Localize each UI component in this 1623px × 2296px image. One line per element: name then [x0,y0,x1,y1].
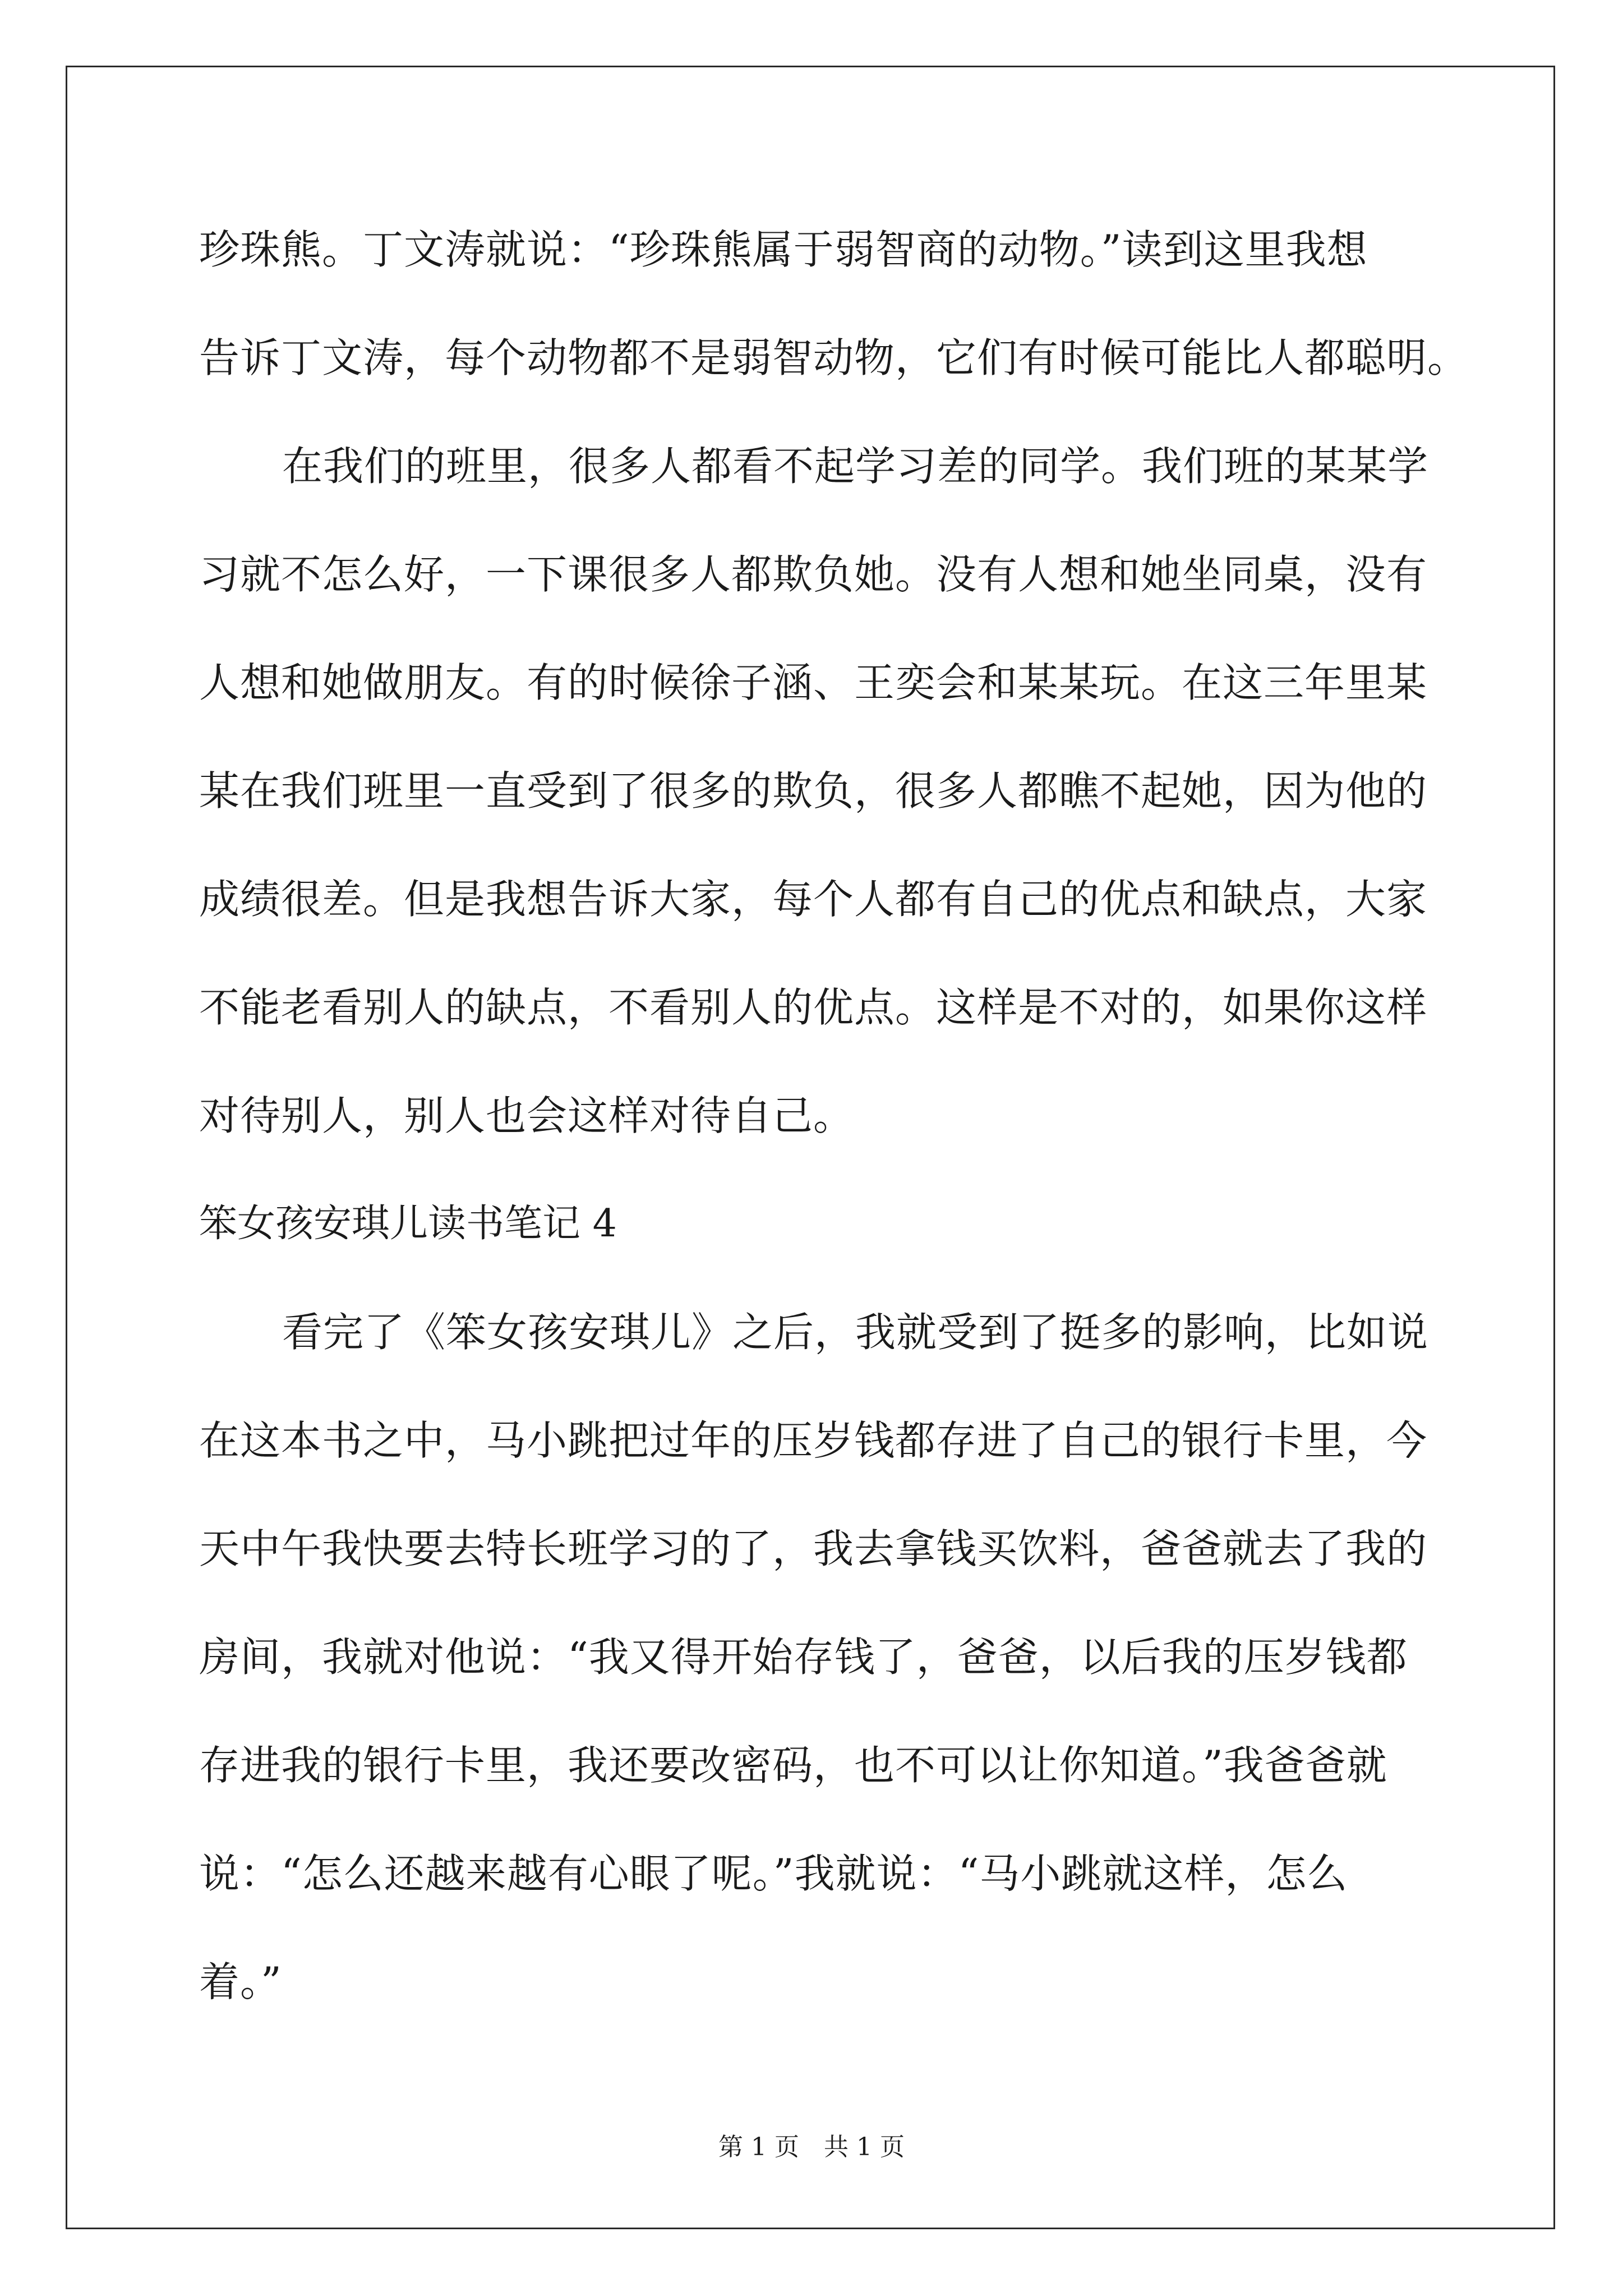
text-line: 习就不怎么好，一下课很多人都欺负她。没有人想和她坐同桌，没有 [199,551,1428,598]
text-line: 说：“怎么还越来越有心眼了呢。”我就说：“马小跳就这样，怎么 [199,1850,1348,1897]
text-line: 成绩很差。但是我想告诉大家，每个人都有自己的优点和缺点，大家 [199,876,1428,923]
text-line: 人想和她做朋友。有的时候徐子涵、王奕会和某某玩。在这三年里某 [199,659,1428,706]
text-line: 不能老看别人的缺点，不看别人的优点。这样是不对的，如果你这样 [199,984,1428,1031]
text-line: 在这本书之中，马小跳把过年的压岁钱都存进了自己的银行卡里，今 [199,1417,1428,1464]
text-line: 某在我们班里一直受到了很多的欺负，很多人都瞧不起她，因为他的 [199,767,1428,815]
text-line: 着。” [199,1958,282,2005]
text-line: 天中午我快要去特长班学习的了，我去拿钱买饮料，爸爸就去了我的 [199,1525,1428,1572]
paragraph-start-line: 看完了《笨女孩安琪儿》之后，我就受到了挺多的影响，比如说 [282,1309,1429,1356]
page-footer: 第 1 页 共 1 页 [718,2133,905,2161]
text-line: 对待别人，别人也会这样对待自己。 [199,1092,855,1139]
text-line: 珍珠熊。丁文涛就说：“珍珠熊属于弱智商的动物。”读到这里我想 [199,226,1368,273]
text-line: 告诉丁文涛，每个动物都不是弱智动物，它们有时候可能比人都聪明。 [199,334,1469,381]
text-line: 房间，我就对他说：“我又得开始存钱了，爸爸，以后我的压岁钱都 [199,1634,1408,1681]
text-line: 存进我的银行卡里，我还要改密码，也不可以让你知道。”我爸爸就 [199,1742,1387,1789]
section-heading: 笨女孩安琪儿读书笔记 4 [199,1202,617,1246]
document-body [199,222,1469,2062]
paragraph-start-line: 在我们的班里，很多人都看不起学习差的同学。我们班的某某学 [282,443,1429,490]
